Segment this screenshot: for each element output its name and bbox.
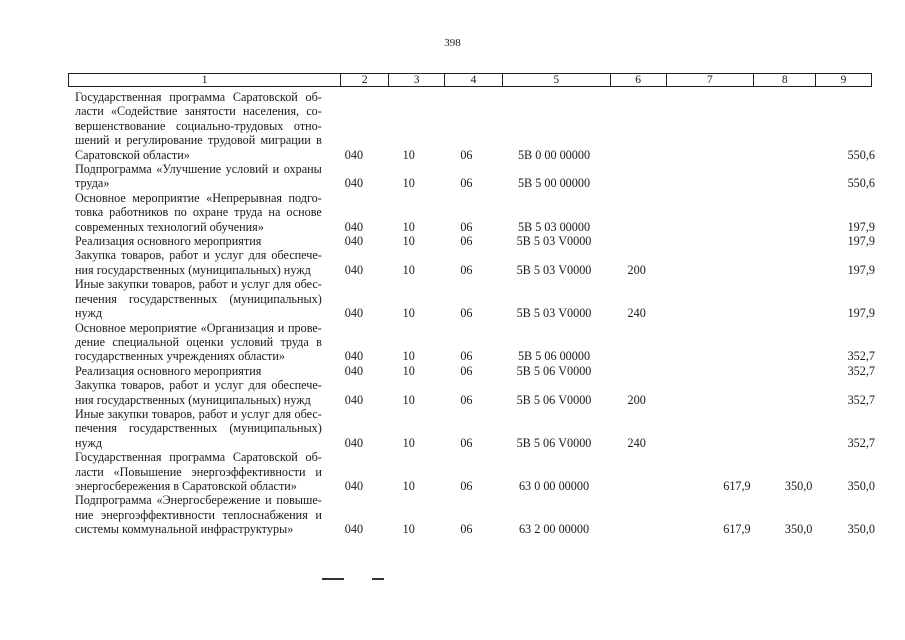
cell-col-4: 06	[460, 219, 473, 234]
cell-col-9: 352,7	[847, 435, 875, 450]
cell-col-4: 06	[460, 522, 473, 537]
cell-col-2: 040	[344, 147, 364, 162]
table-row	[75, 191, 875, 234]
cell-col-3: 10	[402, 262, 415, 277]
header-cell-9: 9	[815, 74, 871, 86]
table-row	[75, 162, 875, 191]
row-name-line: Реализация основного мероприятия	[75, 234, 262, 249]
table-row	[75, 248, 875, 277]
cell-col-6: 240	[627, 435, 646, 450]
cell-col-5: 63 2 00 00000	[518, 522, 590, 537]
cell-col-3: 10	[402, 478, 415, 493]
row-name-line: нужд	[75, 306, 103, 321]
cell-col-6: 200	[627, 392, 646, 407]
cell-col-5: 63 0 00 00000	[518, 478, 590, 493]
row-name	[75, 321, 322, 364]
cell-col-9: 352,7	[847, 363, 875, 378]
cell-col-3: 10	[402, 435, 415, 450]
cell-col-6: 200	[627, 262, 646, 277]
cell-col-9: 352,7	[847, 392, 875, 407]
table-row	[75, 234, 875, 248]
row-name	[75, 364, 322, 378]
row-name-line: Подпрограмма «Улучшение условий и охраны	[75, 162, 322, 177]
cell-col-4: 06	[460, 306, 473, 321]
cell-col-4: 06	[460, 435, 473, 450]
header-cell-8: 8	[753, 74, 815, 86]
row-name-line: Закупка товаров, работ и услуг для обеспече-	[75, 378, 322, 393]
cell-col-9: 197,9	[847, 234, 875, 249]
header-cell-6: 6	[610, 74, 666, 86]
row-name-line: дение специальной оценки условий труда в	[75, 334, 322, 349]
cell-col-5: 5В 5 06 V0000	[516, 363, 592, 378]
budget-table	[75, 90, 875, 537]
cell-col-2: 040	[344, 262, 364, 277]
row-name-line: современных технологий обучения»	[75, 219, 264, 234]
cell-col-2: 040	[344, 363, 364, 378]
cell-col-5: 5В 5 06 V0000	[516, 392, 592, 407]
row-name-line: шений и регулирование трудовой миграции в	[75, 133, 322, 148]
row-name-line: ния государственных (муниципальных) нужд	[75, 262, 311, 277]
scan-mark	[372, 578, 384, 580]
cell-col-8: 350,0	[784, 478, 813, 493]
cell-col-2: 040	[344, 522, 364, 537]
row-name-line: труда»	[75, 176, 110, 191]
row-name	[75, 378, 322, 407]
cell-col-3: 10	[402, 234, 415, 249]
row-name-line: нужд	[75, 435, 103, 450]
cell-col-5: 5В 5 00 00000	[517, 176, 591, 191]
cell-col-3: 10	[402, 522, 415, 537]
cell-col-2: 040	[344, 219, 364, 234]
row-name-line: печения государственных (муниципальных)	[75, 291, 322, 306]
row-name-line: Реализация основного мероприятия	[75, 363, 262, 378]
row-name-line: Саратовской области»	[75, 147, 190, 162]
header-cell-4: 4	[444, 74, 502, 86]
table-row	[75, 493, 875, 536]
table-row	[75, 364, 875, 378]
row-name-line: Государственная программа Саратовской об-	[75, 90, 322, 104]
row-name-line: Государственная программа Саратовской об-	[75, 450, 322, 465]
row-name	[75, 407, 322, 450]
row-name	[75, 277, 322, 320]
row-name-line: ния государственных (муниципальных) нужд	[75, 392, 311, 407]
table-header	[68, 73, 872, 87]
row-name	[75, 234, 322, 248]
header-cell-3: 3	[388, 74, 444, 86]
row-name	[75, 90, 322, 162]
row-name-line: ние энергоэффективности теплоснабжения и	[75, 507, 322, 522]
cell-col-6: 240	[627, 306, 646, 321]
header-cell-7: 7	[666, 74, 754, 86]
row-name	[75, 493, 322, 536]
row-name	[75, 162, 322, 191]
table-row	[75, 321, 875, 364]
cell-col-4: 06	[460, 147, 473, 162]
cell-col-7: 617,9	[723, 522, 751, 537]
row-name	[75, 191, 322, 234]
cell-col-2: 040	[344, 349, 364, 364]
cell-col-9: 350,0	[847, 522, 875, 537]
table-row	[75, 277, 875, 320]
table-row	[75, 378, 875, 407]
cell-col-9: 352,7	[847, 349, 875, 364]
header-cell-1: 1	[201, 74, 208, 86]
cell-col-5: 5В 5 03 V0000	[516, 234, 592, 249]
header-cell-2: 2	[340, 74, 388, 86]
table-row	[75, 90, 875, 162]
row-name	[75, 450, 322, 493]
cell-col-3: 10	[402, 349, 415, 364]
cell-col-4: 06	[460, 392, 473, 407]
cell-col-3: 10	[402, 219, 415, 234]
cell-col-2: 040	[344, 435, 364, 450]
cell-col-5: 5В 5 03 V0000	[516, 306, 592, 321]
cell-col-5: 5В 5 06 V0000	[516, 435, 592, 450]
row-name-line: энергосбережения в Саратовской области»	[75, 478, 297, 493]
cell-col-2: 040	[344, 392, 364, 407]
cell-col-4: 06	[460, 176, 473, 191]
row-name	[75, 248, 322, 277]
scan-mark	[322, 578, 344, 580]
cell-col-4: 06	[460, 478, 473, 493]
cell-col-9: 197,9	[847, 219, 875, 234]
cell-col-5: 5В 5 06 00000	[517, 349, 591, 364]
cell-col-9: 197,9	[847, 306, 875, 321]
cell-col-2: 040	[344, 176, 364, 191]
cell-col-4: 06	[460, 262, 473, 277]
row-name-line: ласти «Повышение энергоэффективности и	[75, 464, 322, 479]
cell-col-9: 350,0	[847, 478, 875, 493]
table-row	[75, 450, 875, 493]
cell-col-5: 5В 0 00 00000	[517, 147, 591, 162]
cell-col-3: 10	[402, 176, 415, 191]
cell-col-9: 197,9	[847, 262, 875, 277]
row-name-line: Иные закупки товаров, работ и услуг для обес-	[75, 406, 322, 421]
cell-col-4: 06	[460, 234, 473, 249]
cell-col-8: 350,0	[784, 522, 813, 537]
cell-col-3: 10	[402, 147, 415, 162]
header-cell-5: 5	[502, 74, 610, 86]
cell-col-5: 5В 5 03 V0000	[516, 262, 592, 277]
row-name-line: Основное мероприятие «Непрерывная подго-	[75, 190, 322, 205]
cell-col-2: 040	[344, 478, 364, 493]
cell-col-9: 550,6	[847, 147, 875, 162]
cell-col-3: 10	[402, 363, 415, 378]
row-name-line: Иные закупки товаров, работ и услуг для обес-	[75, 277, 322, 292]
row-name-line: печения государственных (муниципальных)	[75, 421, 322, 436]
row-name-line: системы коммунальной инфраструктуры»	[75, 522, 294, 537]
cell-col-5: 5В 5 03 00000	[517, 219, 591, 234]
row-name-line: вершенствование социально-трудовых отно-	[75, 118, 322, 133]
row-name-line: Закупка товаров, работ и услуг для обеспече-	[75, 248, 322, 263]
cell-col-4: 06	[460, 363, 473, 378]
cell-col-3: 10	[402, 306, 415, 321]
cell-col-2: 040	[344, 234, 364, 249]
cell-col-3: 10	[402, 392, 415, 407]
cell-col-4: 06	[460, 349, 473, 364]
row-name-line: государственных учреждениях области»	[75, 349, 285, 364]
page-number: 398	[444, 37, 461, 49]
table-row	[75, 407, 875, 450]
row-name-line: Основное мероприятие «Организация и прове-	[75, 320, 322, 335]
cell-col-9: 550,6	[847, 176, 875, 191]
row-name-line: Подпрограмма «Энергосбережение и повыше-	[75, 493, 322, 508]
cell-col-2: 040	[344, 306, 364, 321]
cell-col-7: 617,9	[723, 478, 751, 493]
row-name-line: ласти «Содействие занятости населения, со-	[75, 104, 322, 119]
row-name-line: товка работников по охране труда на основе	[75, 205, 322, 220]
